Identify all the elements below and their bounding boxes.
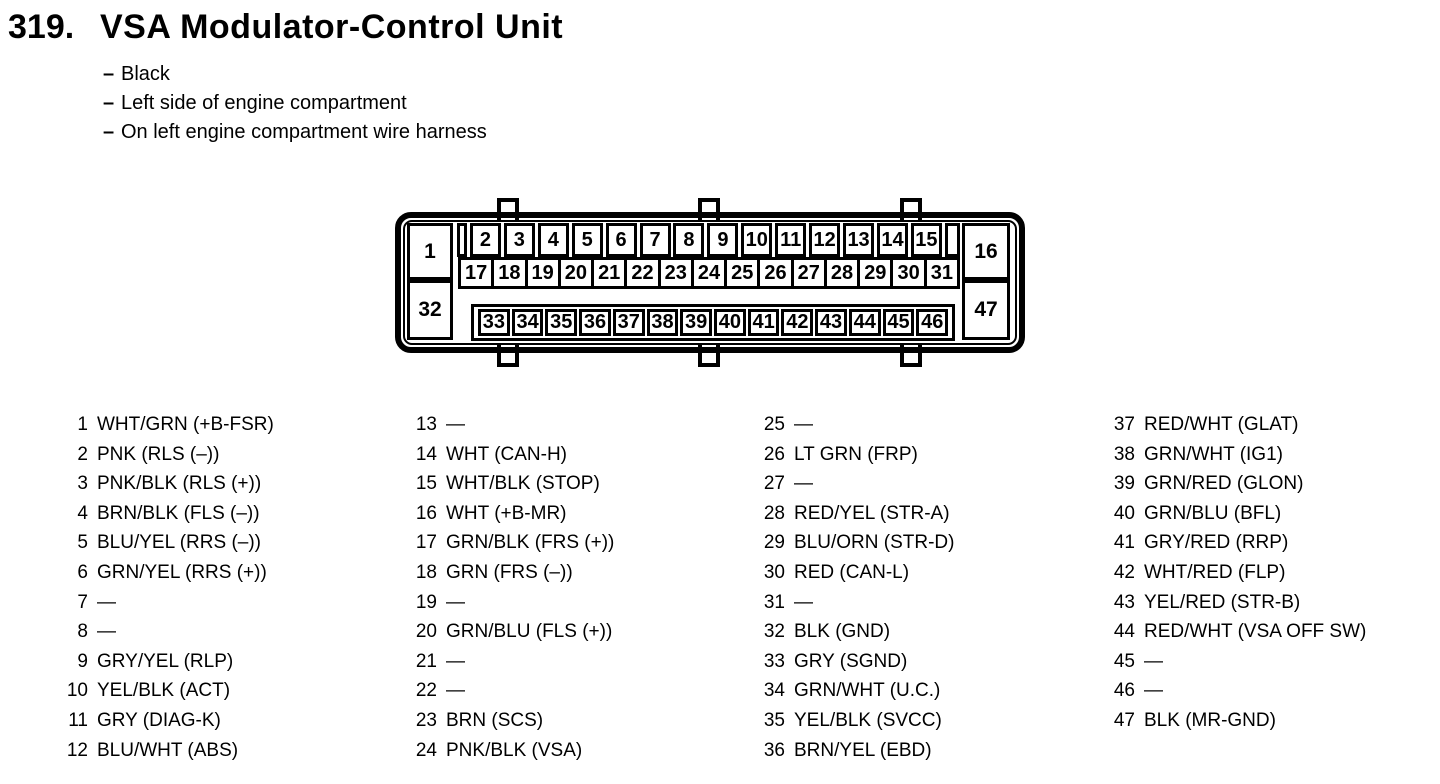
connector-pin-28: 28 (824, 257, 860, 289)
pin-entry-24 (403, 736, 614, 766)
pin-wire-label: WHT (CAN-H) (446, 443, 568, 465)
connector-pin-34: 34 (512, 309, 544, 336)
pin-number: 45 (1113, 650, 1135, 672)
note-dash: – (103, 63, 115, 85)
pin-entry-47 (1101, 706, 1366, 736)
connector-pin-10: 10 (741, 223, 772, 257)
connector-pin-25: 25 (724, 257, 760, 289)
connector-pin-3: 3 (504, 223, 535, 257)
pin-number: 23 (415, 709, 437, 731)
pin-number: 7 (77, 591, 88, 613)
connector-pin-11: 11 (775, 223, 806, 257)
pin-entry-16 (403, 499, 614, 529)
pin-number: 3 (77, 473, 88, 495)
pin-number: 43 (1113, 591, 1135, 613)
pin-number: 24 (415, 739, 437, 761)
pin-number: 15 (415, 473, 437, 495)
connector-pin-17: 17 (458, 257, 494, 289)
section-header (8, 8, 563, 47)
connector-pin-4: 4 (538, 223, 569, 257)
pin-entry-40 (1101, 499, 1366, 529)
note-item-2 (103, 89, 487, 118)
pin-entry-17 (403, 528, 614, 558)
connector-pin-42: 42 (781, 309, 813, 336)
pin-entry-23 (403, 706, 614, 736)
pin-number: 28 (763, 502, 785, 524)
pin-wire-label: GRY/YEL (RLP) (97, 650, 234, 672)
pin-wire-label: YEL/BLK (ACT) (97, 680, 231, 702)
section-number: 319. (8, 8, 75, 46)
pin-number: 29 (763, 532, 785, 554)
pin-number: 42 (1113, 561, 1135, 583)
pin-wire-label: GRN/WHT (IG1) (1144, 443, 1283, 465)
note-text: On left engine compartment wire harness (121, 121, 487, 143)
pin-entry-36 (751, 736, 954, 766)
pin-wire-label: — (97, 621, 116, 643)
pin-number: 2 (77, 443, 88, 465)
pin-entry-39 (1101, 469, 1366, 499)
pin-wire-label: RED/YEL (STR-A) (794, 502, 950, 524)
pin-number: 17 (415, 532, 437, 554)
note-text: Black (121, 63, 170, 85)
pin-wire-label: GRY (SGND) (794, 650, 908, 672)
connector-pin-23: 23 (658, 257, 694, 289)
connector-mount-tab-top-left (497, 198, 519, 220)
pin-entry-20 (403, 617, 614, 647)
pin-wire-label: GRY/RED (RRP) (1144, 532, 1289, 554)
pin-wire-label: PNK/BLK (VSA) (446, 739, 583, 761)
pin-entry-26 (751, 440, 954, 470)
connector-pin-15: 15 (911, 223, 942, 257)
pin-number: 40 (1113, 502, 1135, 524)
connector-pin-20: 20 (558, 257, 594, 289)
notes-list (103, 60, 487, 147)
pin-wire-label: PNK/BLK (RLS (+)) (97, 473, 262, 495)
pin-number: 36 (763, 739, 785, 761)
pin-wire-label: — (446, 650, 465, 672)
pin-wire-label: GRN (FRS (–)) (446, 561, 573, 583)
pin-list-column-3 (751, 410, 954, 765)
pin-entry-25 (751, 410, 954, 440)
pin-entry-33 (751, 647, 954, 677)
pin-wire-label: — (794, 414, 813, 435)
pin-entry-31 (751, 588, 954, 618)
pin-wire-label: RED/WHT (GLAT) (1144, 414, 1299, 435)
pin-list-column-2 (403, 410, 614, 765)
pin-number: 12 (66, 739, 88, 761)
connector-pin-30: 30 (890, 257, 926, 289)
note-dash: – (103, 92, 115, 114)
connector-pin-1: 1 (407, 223, 453, 280)
pin-wire-label: — (446, 591, 465, 613)
pin-number: 37 (1113, 414, 1135, 435)
pin-entry-27 (751, 469, 954, 499)
connector-row-bottom (471, 304, 955, 341)
pin-entry-19 (403, 588, 614, 618)
pin-entry-9 (54, 647, 274, 677)
pin-number: 5 (77, 532, 88, 554)
pin-entry-46 (1101, 676, 1366, 706)
pin-wire-label: PNK (RLS (–)) (97, 443, 220, 465)
pin-entry-8 (54, 617, 274, 647)
pin-list-column-1 (54, 410, 274, 765)
pin-entry-30 (751, 558, 954, 588)
pin-number: 16 (415, 502, 437, 524)
note-item-1 (103, 60, 487, 89)
connector-mount-tab-top-center (698, 198, 720, 220)
pin-wire-label: — (446, 414, 465, 435)
pin-wire-label: BLU/ORN (STR-D) (794, 532, 955, 554)
pin-wire-label: BLU/WHT (ABS) (97, 739, 239, 761)
pin-number: 41 (1113, 532, 1135, 554)
pin-wire-label: — (446, 680, 465, 702)
connector-pin-35: 35 (545, 309, 577, 336)
connector-pin-38: 38 (647, 309, 679, 336)
pin-entry-2 (54, 440, 274, 470)
pin-number: 38 (1113, 443, 1135, 465)
pin-wire-label: WHT/RED (FLP) (1144, 561, 1286, 583)
page-title: VSA Modulator-Control Unit (100, 8, 564, 46)
pin-number: 8 (77, 621, 88, 643)
pin-number: 26 (763, 443, 785, 465)
pin-number: 6 (77, 561, 88, 583)
pin-entry-7 (54, 588, 274, 618)
connector-pin-46: 46 (916, 309, 948, 336)
pin-number: 4 (77, 502, 88, 524)
connector-mount-tab-bottom-left (497, 345, 519, 367)
pin-entry-38 (1101, 440, 1366, 470)
pin-wire-label: GRN/BLU (FLS (+)) (446, 621, 613, 643)
pin-wire-label: — (1144, 680, 1163, 702)
pin-number: 31 (763, 591, 785, 613)
connector-pin-31: 31 (924, 257, 960, 289)
pin-entry-15 (403, 469, 614, 499)
pin-wire-label: RED (CAN-L) (794, 561, 910, 583)
connector-pin-32: 32 (407, 280, 453, 340)
pin-number: 46 (1113, 680, 1135, 702)
pin-entry-21 (403, 647, 614, 677)
connector-pin-14: 14 (877, 223, 908, 257)
pin-entry-29 (751, 528, 954, 558)
connector-row-top (457, 223, 960, 257)
connector-pin-36: 36 (579, 309, 611, 336)
connector-pin-16: 16 (962, 223, 1010, 280)
pin-wire-label: GRN/BLU (BFL) (1144, 502, 1282, 524)
pin-wire-label: WHT/BLK (STOP) (446, 473, 600, 495)
pin-number: 19 (415, 591, 437, 613)
pin-wire-label: GRN/WHT (U.C.) (794, 680, 941, 702)
connector-mount-tab-top-right (900, 198, 922, 220)
connector-diagram (395, 212, 1025, 353)
pin-number: 1 (77, 414, 88, 435)
pin-wire-label: GRY (DIAG-K) (97, 709, 221, 731)
connector-pin-2: 2 (470, 223, 501, 257)
pin-wire-label: — (97, 591, 116, 613)
connector-pin-41: 41 (748, 309, 780, 336)
connector-pin-33: 33 (478, 309, 510, 336)
pin-number: 13 (415, 414, 437, 435)
pin-entry-13 (403, 410, 614, 440)
pin-entry-28 (751, 499, 954, 529)
pin-entry-22 (403, 676, 614, 706)
connector-pin-39: 39 (680, 309, 712, 336)
note-item-3 (103, 118, 487, 147)
pin-number: 34 (763, 680, 785, 702)
pin-entry-45 (1101, 647, 1366, 677)
pin-entry-37 (1101, 410, 1366, 440)
pin-number: 47 (1113, 709, 1135, 731)
pin-entry-41 (1101, 528, 1366, 558)
pin-wire-label: BLK (MR-GND) (1144, 709, 1276, 731)
pin-entry-1 (54, 410, 274, 440)
pin-number: 20 (415, 621, 437, 643)
pin-wire-label: GRN/RED (GLON) (1144, 473, 1304, 495)
connector-pin-24: 24 (691, 257, 727, 289)
connector-pin-29: 29 (857, 257, 893, 289)
pin-wire-label: GRN/BLK (FRS (+)) (446, 532, 615, 554)
pin-entry-10 (54, 676, 274, 706)
connector-pin-21: 21 (591, 257, 627, 289)
pin-wire-label: BLK (GND) (794, 621, 891, 643)
connector-mount-tab-bottom-right (900, 345, 922, 367)
pin-entry-11 (54, 706, 274, 736)
note-dash: – (103, 121, 115, 143)
note-text: Left side of engine compartment (121, 92, 407, 114)
pin-entry-42 (1101, 558, 1366, 588)
pin-wire-label: GRN/YEL (RRS (+)) (97, 561, 267, 583)
connector-pin-47: 47 (962, 280, 1010, 340)
pin-number: 9 (77, 650, 88, 672)
pin-wire-label: YEL/BLK (SVCC) (794, 709, 942, 731)
connector-pin-26: 26 (757, 257, 793, 289)
pin-wire-label: RED/WHT (VSA OFF SW) (1144, 621, 1367, 643)
connector-pin-18: 18 (491, 257, 527, 289)
pin-entry-18 (403, 558, 614, 588)
pin-entry-4 (54, 499, 274, 529)
pin-number: 21 (415, 650, 437, 672)
connector-pin-7: 7 (640, 223, 671, 257)
connector-pin-12: 12 (809, 223, 840, 257)
pin-wire-label: BLU/YEL (RRS (–)) (97, 532, 261, 554)
connector-pin-37: 37 (613, 309, 645, 336)
pin-entry-12 (54, 736, 274, 766)
pin-entry-5 (54, 528, 274, 558)
connector-pin-9: 9 (707, 223, 738, 257)
pin-entry-32 (751, 617, 954, 647)
pin-number: 11 (68, 709, 88, 731)
pin-number: 22 (415, 680, 437, 702)
connector-pin-40: 40 (714, 309, 746, 336)
pin-number: 32 (763, 621, 785, 643)
pin-number: 44 (1113, 621, 1135, 643)
pin-number: 33 (763, 650, 785, 672)
pin-wire-label: BRN (SCS) (446, 709, 544, 731)
pin-number: 14 (415, 443, 437, 465)
connector-pin-8: 8 (673, 223, 704, 257)
connector-pin-44: 44 (849, 309, 881, 336)
connector-pin-19: 19 (525, 257, 561, 289)
connector-mount-tab-bottom-center (698, 345, 720, 367)
pin-wire-label: — (794, 591, 813, 613)
pin-entry-34 (751, 676, 954, 706)
connector-pin-45: 45 (883, 309, 915, 336)
pin-list-column-4 (1101, 410, 1366, 736)
pin-wire-label: WHT/GRN (+B-FSR) (97, 414, 274, 435)
pin-wire-label: — (1144, 650, 1163, 672)
pin-entry-44 (1101, 617, 1366, 647)
pin-number: 10 (66, 680, 88, 702)
pin-entry-43 (1101, 588, 1366, 618)
pin-number: 25 (763, 414, 785, 435)
pin-wire-label: LT GRN (FRP) (794, 443, 918, 465)
connector-pin-27: 27 (791, 257, 827, 289)
pin-entry-6 (54, 558, 274, 588)
pin-number: 35 (763, 709, 785, 731)
connector-pin-13: 13 (843, 223, 874, 257)
connector-pin-22: 22 (624, 257, 660, 289)
connector-blank-slot (457, 223, 467, 257)
connector-pin-5: 5 (572, 223, 603, 257)
pin-wire-label: BRN/BLK (FLS (–)) (97, 502, 260, 524)
pin-number: 39 (1113, 473, 1135, 495)
connector-row-middle (458, 257, 960, 289)
pin-entry-3 (54, 469, 274, 499)
pin-wire-label: BRN/YEL (EBD) (794, 739, 932, 761)
pin-wire-label: YEL/RED (STR-B) (1144, 591, 1301, 613)
connector-blank-slot (945, 223, 960, 257)
pin-number: 18 (415, 561, 437, 583)
pin-number: 30 (763, 561, 785, 583)
connector-pin-6: 6 (606, 223, 637, 257)
pin-wire-label: — (794, 473, 813, 495)
pin-number: 27 (763, 473, 785, 495)
connector-pin-43: 43 (815, 309, 847, 336)
pin-entry-14 (403, 440, 614, 470)
pin-wire-label: WHT (+B-MR) (446, 502, 567, 524)
pin-entry-35 (751, 706, 954, 736)
